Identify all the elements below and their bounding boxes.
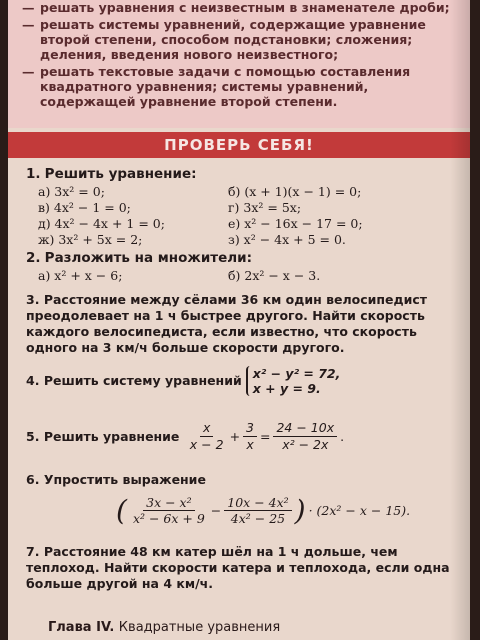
equation-item: ж) 3x² + 5x = 2;	[38, 232, 143, 247]
equation-item: а) 3x² = 0;	[38, 184, 105, 199]
chapter-number: Глава IV.	[48, 620, 115, 635]
summary-item: — решать текстовые задачи с помощью составления квадратного уравнения; системы уравнений, содержащей уравнение второй степени.	[22, 64, 411, 109]
equation-item: е) x² − 16x − 17 = 0;	[228, 216, 363, 231]
fraction: $\frac{x}{x - 2}$	[189, 420, 224, 452]
expression: ( $\frac{\text{3x − x²}}{\text{x² − 6x + 9}}$ − $\frac{\text{10x − 4x²}}{\text{4x² − 25}}$ ) · (2x² − x − 15).	[116, 494, 411, 527]
task-2: 2. Разложить на множители: а) x² + x − 6; б) 2x² − x − 3.	[26, 250, 458, 284]
equation-item: г) 3x² = 5x;	[228, 200, 302, 215]
equation-system: x² − y² = 72, x + y = 9.	[246, 366, 341, 396]
task-7: 7. Расстояние 48 км катер шёл на 1 ч дольше, чем теплоход. Найти скорости катера и теплохода, если одна больше другой на 4 км/ч.	[26, 544, 450, 591]
task-3: 3. Расстояние между сёлами 36 км один велосипедист преодолевает на 1 ч быстрее другого. Найти скорость каждого велосипедиста, если известно, что скорость одного на 3 км/ч больше скорости другого.	[26, 292, 427, 355]
summary-list	[18, 0, 458, 109]
page-footer	[48, 620, 280, 635]
task-1-items	[38, 184, 458, 248]
expression-item: б) 2x² − x − 3.	[228, 268, 321, 283]
summary-item: — решать системы уравнений, содержащие уравнение второй степени, способом подстановки; сложения; деления, введения нового неизвестного;	[22, 17, 426, 62]
task-6: 6. Упростить выражение ( $\frac{\text{3x − x²}}{\text{x² − 6x + 9}}$ − $\frac{\text{10x − 4x²}}{\text{4x² − 25}}$ ) · (2x² − x − 15).	[26, 472, 458, 527]
task-2-items	[38, 268, 458, 284]
task-3-text: Расстояние между сёлами 36 км один велосипедист преодолевает на 1 ч быстрее другого. Найти скорость каждого велосипедиста, если известно, что скорость одного на 3 км/ч больше скорости другого.	[26, 292, 427, 355]
task-4: 4. Решить систему уравнений x² − y² = 72, x + y = 9.	[26, 366, 341, 396]
equation-item: в) 4x² − 1 = 0;	[38, 200, 131, 215]
fraction: $\frac{\text{3x − x²}}{\text{x² − 6x + 9}}$	[132, 495, 205, 526]
task-7-text: Расстояние 48 км катер шёл на 1 ч дольше, чем теплоход. Найти скорости катера и теплохода, если одна больше другой на 4 км/ч.	[26, 544, 450, 591]
fraction: $\frac{\text{10x − 4x²}}{\text{4x² − 25}}$	[224, 495, 291, 526]
page-fold-shadow	[450, 0, 470, 640]
summary-item: — решать уравнения с неизвестным в знаменателе дроби;	[22, 0, 450, 15]
section-title: ПРОВЕРЬ СЕБЯ!	[164, 136, 314, 154]
fraction: $\frac{24 - 10x}{\text{x² − 2x}}$	[273, 420, 337, 453]
task-5: 5. Решить уравнение $\frac{x}{x - 2}$ + $\frac{3}{x}$ = $\frac{24 - 10x}{\text{x² − 2x}}$ .	[26, 420, 345, 452]
equation-item: б) (x + 1)(x − 1) = 0;	[228, 184, 362, 199]
task-1: 1. Решить уравнение: а) 3x² = 0; б) (x + 1)(x − 1) = 0; в) 4x² − 1 = 0; г) 3x² = 5x; д) 4x² − 4x + 1 = 0; е) x² − 16x − 17 = 0; ж) 3x² + 5x = 2; з) x² − 4x + 5 = 0.	[26, 166, 458, 248]
equation-item: д) 4x² − 4x + 1 = 0;	[38, 216, 165, 231]
summary-block	[8, 0, 470, 128]
equation-item: з) x² − 4x + 5 = 0.	[228, 232, 346, 247]
textbook-page	[8, 0, 470, 640]
fraction: $\frac{3}{x}$	[243, 420, 257, 453]
expression-item: а) x² + x − 6;	[38, 268, 123, 283]
chapter-title: Квадратные уравнения	[118, 620, 281, 635]
